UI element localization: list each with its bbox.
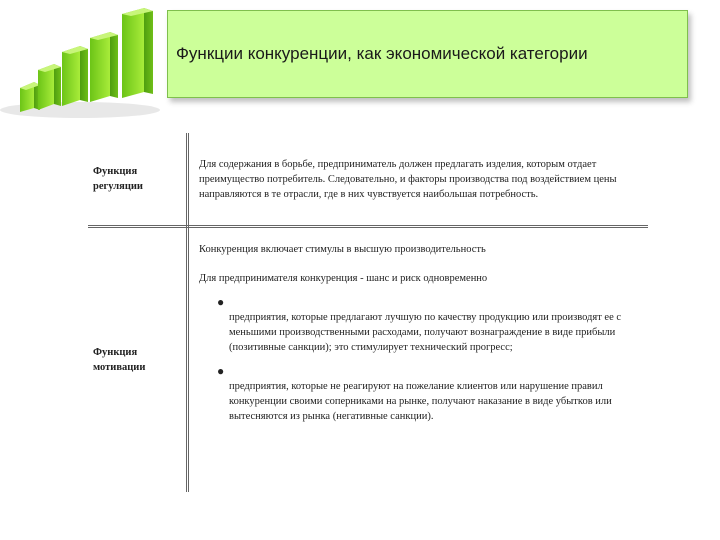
functions-table [88, 133, 648, 492]
bullet-text: предприятия, которые не реагируют на пожелание клиентов или нарушение правил конкуренции своими соперниками на рынке, получают наказание в виде убытков или вытесняются из рынка (негативные санкции). [229, 381, 612, 422]
function-label: Функция мотивации [93, 347, 146, 373]
table-row [88, 133, 648, 227]
table-row [88, 227, 648, 493]
row-content-cell [188, 133, 649, 227]
row-label-cell [88, 133, 188, 227]
bar-chart-logo-icon [0, 0, 170, 120]
bullet-icon: ● [217, 364, 225, 378]
page-title: Функции конкуренции, как экономической категории [176, 44, 588, 63]
paragraph: Для предпринимателя конкуренция - шанс и риск одновременно [199, 273, 488, 284]
bullet-icon: ● [217, 295, 225, 309]
row-content-cell [188, 227, 649, 493]
paragraph: Конкуренция включает стимулы в высшую производительность [199, 244, 486, 255]
list-item [199, 364, 644, 424]
row-label-cell [88, 227, 188, 493]
paragraph: Для содержания в борьбе, предприниматель должен предлагать изделия, которым отдает преимущество потребитель. Следовательно, и факторы производства под воздействием цены направляются в те отрасли, где в них чувствуется наибольшая потребность. [199, 158, 617, 200]
function-label: Функция регуляции [93, 166, 143, 192]
bullet-text: предприятия, которые предлагают лучшую по качеству продукцию или производят ее с меньшими производственными расходами, получают вознаграждение в виде прибыли (позитивные санкции); это стимулирует технический прогресс; [229, 312, 622, 353]
title-banner [167, 10, 688, 98]
logo-bars-group [0, 8, 160, 118]
list-item [199, 295, 644, 355]
